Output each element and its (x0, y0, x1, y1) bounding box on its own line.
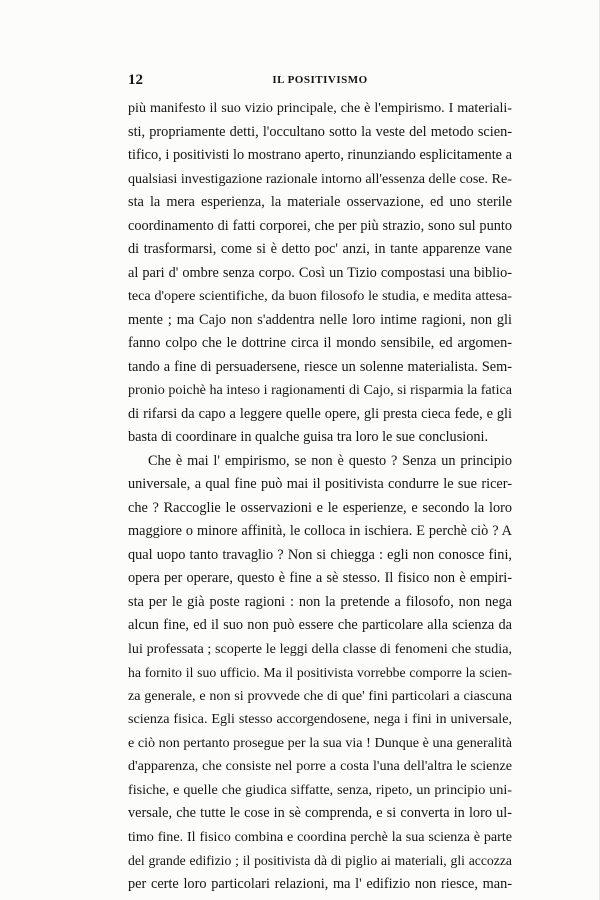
text-line: coordinamento di fatti corporei, che per più strazio, sono sul punto (128, 217, 512, 234)
text-line: per certe loro particolari relazioni, ma l' edifizio non riesce, man- (128, 875, 512, 892)
paragraph-start-line: Che è mai l' empirismo, se non è questo ? Senza un principio (148, 452, 512, 469)
text-line: versale, che tutte le cose in sè comprenda, e si converta in loro ul- (128, 805, 512, 821)
text-line: ha fornito il suo ufficio. Ma il positivista vorrebbe comporre la scien- (128, 665, 512, 680)
text-line: tando a fine di persuadersene, riesce un solenne materialista. Sem- (128, 358, 512, 375)
text-line: qual uopo tanto travaglio ? Non si chiegga : egli non conosce fini, (128, 546, 512, 563)
body-text (128, 97, 512, 896)
text-line: di rifarsi da capo a leggere quelle opere, gli presta cieca fede, e gli (128, 405, 512, 422)
text-line: sti, propriamente detti, l'occultano sotto la veste del metodo scien- (128, 123, 512, 140)
text-line: mente ; ma Cajo non s'addentra nelle loro intime ragioni, non gli (128, 311, 512, 328)
text-line: di trasformarsi, come si è detto poc' anzi, in tante apparenze vane (128, 241, 512, 257)
text-line: teca d'opere scientifiche, da buon filosofo le studia, e medita attesa- (128, 288, 512, 304)
text-line: e ciò non pertanto prosegue per la sua via ! Dunque è una generalità (128, 734, 512, 751)
text-line: del grande edifizio ; il positivista dà di piglio ai materiali, gli accozza (128, 853, 512, 868)
text-line: pronio poichè ha inteso i ragionamenti di Cajo, si risparmia la fatica (128, 382, 512, 398)
text-line: universale, a qual fine può mai il positivista condurre le sue ricer- (128, 476, 512, 492)
text-line: maggiore o minore affinità, le colloca in ischiera. E perchè ciò ? A (128, 523, 512, 539)
text-line: che ? Raccoglie le osservazioni e le esperienze, e secondo la loro (128, 499, 512, 516)
text-line: basta di coordinare in qualche guisa tra loro le sue conclusioni. (128, 429, 489, 445)
text-line: qualsiasi investigazione razionale intorno all'essenza delle cose. Re- (128, 170, 512, 187)
text-line: za generale, e non si provvede che di que' fini particolari a ciascuna (128, 687, 512, 704)
page-number: 12 (128, 72, 143, 88)
text-line: sta per le già poste ragioni : non la pretende a filosofo, non nega (128, 593, 512, 610)
text-line: più manifesto il suo vizio principale, che è l'empirismo. I materiali- (128, 100, 512, 116)
text-line: opera per operare, questo è fine a sè stesso. Il fisico non è empiri- (128, 570, 512, 586)
text-line: lui professata ; scoperte le leggi della classe di fenomeni che studia, (128, 640, 512, 657)
text-line: al pari d' ombre senza corpo. Così un Tizio compostasi una biblio- (128, 264, 512, 281)
text-line: fanno colpo che le dottrine circa il mondo sensibile, ed argomen- (128, 335, 512, 351)
text-line: tifico, i positivisti lo mostrano aperto, rinunziando esplicitamente a (128, 147, 512, 163)
text-line: sta la mera esperienza, la materiale osservazione, ed uno sterile (128, 194, 512, 210)
running-head (128, 72, 512, 92)
running-title: IL POSITIVISMO (272, 74, 368, 86)
text-line: alcun fine, ed il suo non può essere che particolare alla scienza da (128, 617, 512, 633)
text-line: fisiche, e quelle che giudica siffatte, senza, ripeto, un principio uni- (128, 781, 512, 798)
text-line: timo fine. Il fisico combina e coordina perchè la sua scienza è parte (128, 828, 512, 845)
text-line: d'apparenza, che consiste nel porre a costa l'una dell'altra le scienze (128, 758, 512, 774)
text-line: scienza fisica. Egli stesso accorgendosene, nega i fini in universale, (128, 711, 512, 727)
